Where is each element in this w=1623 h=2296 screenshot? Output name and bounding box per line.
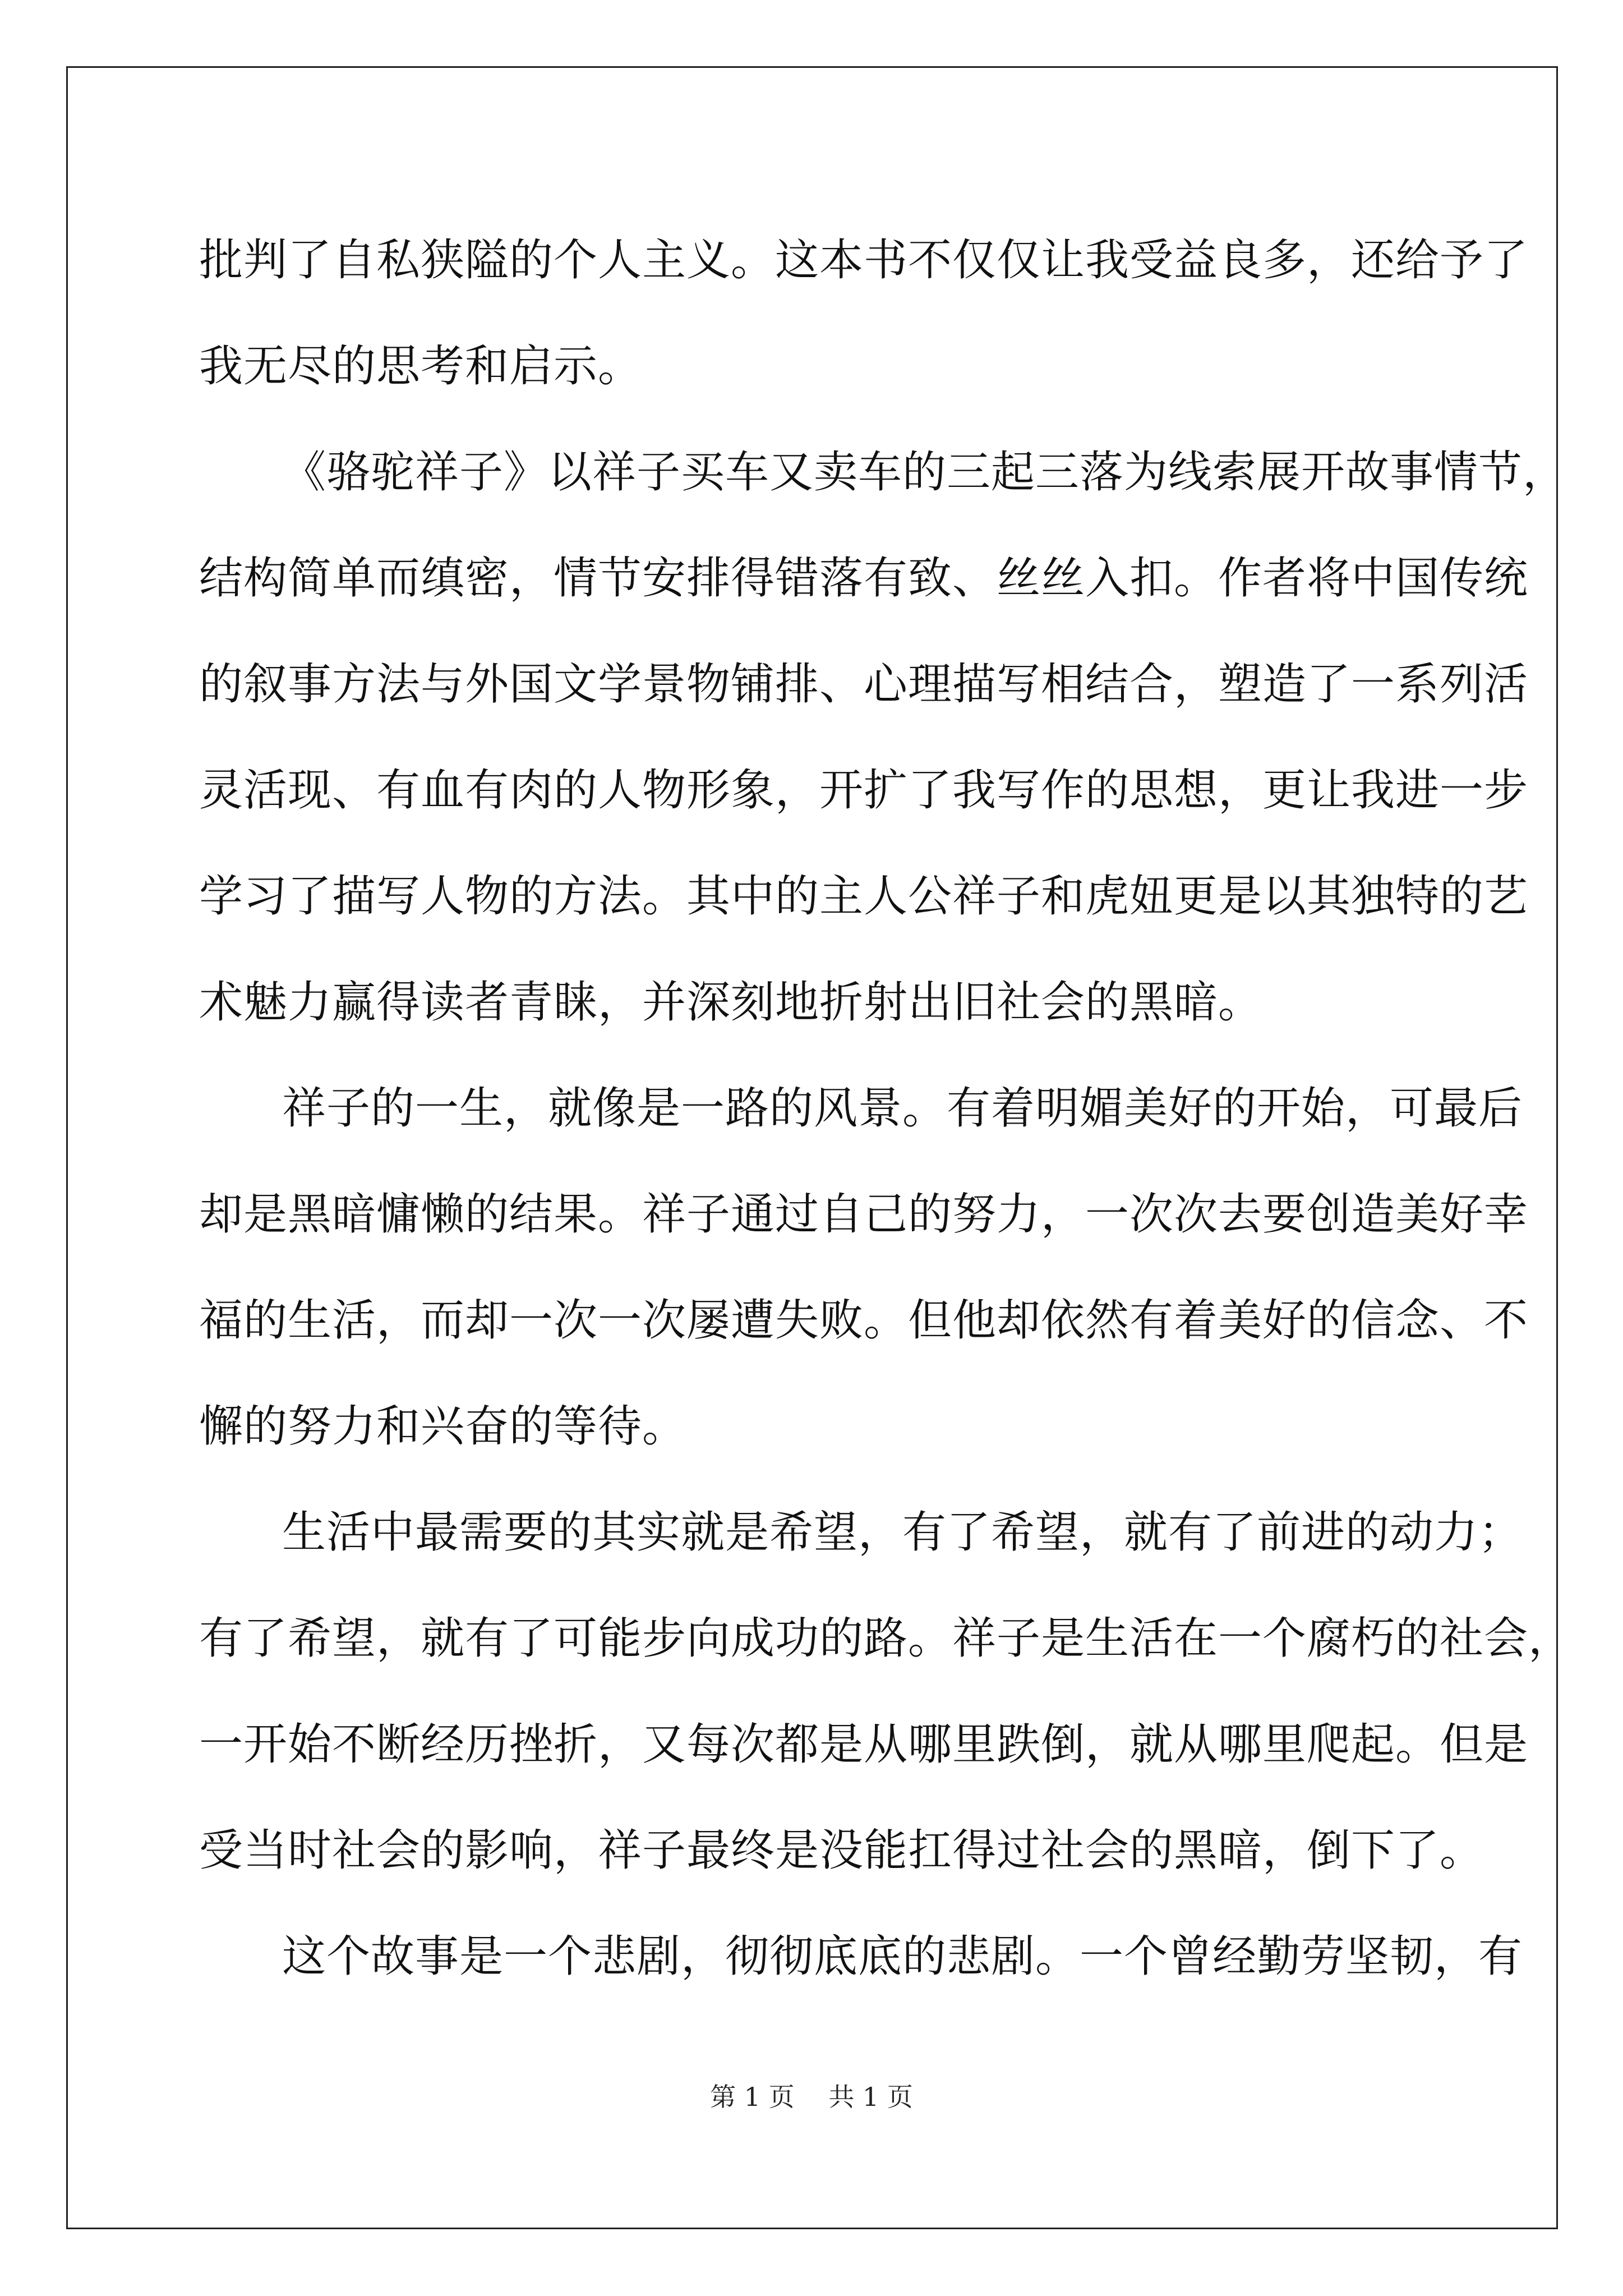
document-body bbox=[199, 208, 1573, 2010]
paragraph-first-line: 生活中最需要的其实就是希望，有了希望，就有了前进的动力； bbox=[282, 1507, 1523, 1558]
text-line: 学习了描写人物的方法。其中的主人公祥子和虎妞更是以其独特的艺 bbox=[199, 871, 1529, 922]
page-footer bbox=[0, 2077, 1623, 2114]
paragraph-first-line: 祥子的一生，就像是一路的风景。有着明媚美好的开始，可最后 bbox=[282, 1083, 1523, 1134]
text-line: 的叙事方法与外国文学景物铺排、心理描写相结合，塑造了一系列活 bbox=[199, 659, 1529, 710]
text-line: 受当时社会的影响，祥子最终是没能扛得过社会的黑暗，倒下了。 bbox=[199, 1825, 1484, 1876]
page-total: 共 1 页 bbox=[828, 2082, 913, 2112]
text-line: 一开始不断经历挫折，又每次都是从哪里跌倒，就从哪里爬起。但是 bbox=[199, 1719, 1529, 1770]
text-line: 灵活现、有血有肉的人物形象，开扩了我写作的思想，更让我进一步 bbox=[199, 765, 1529, 816]
text-line: 福的生活，而却一次一次屡遭失败。但他却依然有着美好的信念、不 bbox=[199, 1295, 1529, 1346]
text-line: 批判了自私狭隘的个人主义。这本书不仅仅让我受益良多，还给予了 bbox=[199, 235, 1529, 286]
text-line: 术魅力赢得读者青睐，并深刻地折射出旧社会的黑暗。 bbox=[199, 977, 1263, 1028]
text-line: 却是黑暗慵懒的结果。祥子通过自己的努力，一次次去要创造美好幸 bbox=[199, 1189, 1529, 1240]
text-line: 我无尽的思考和启示。 bbox=[199, 341, 643, 392]
paragraph-first-line: 这个故事是一个悲剧，彻彻底底的悲剧。一个曾经勤劳坚韧，有 bbox=[282, 1931, 1523, 1982]
text-line: 懈的努力和兴奋的等待。 bbox=[199, 1401, 687, 1452]
text-line: 有了希望，就有了可能步向成功的路。祥子是生活在一个腐朽的社会， bbox=[199, 1613, 1573, 1664]
page-number: 第 1 页 bbox=[710, 2082, 795, 2112]
paragraph-first-line: 《骆驼祥子》以祥子买车又卖车的三起三落为线索展开故事情节， bbox=[282, 447, 1567, 498]
text-line: 结构简单而缜密，情节安排得错落有致、丝丝入扣。作者将中国传统 bbox=[199, 553, 1529, 604]
